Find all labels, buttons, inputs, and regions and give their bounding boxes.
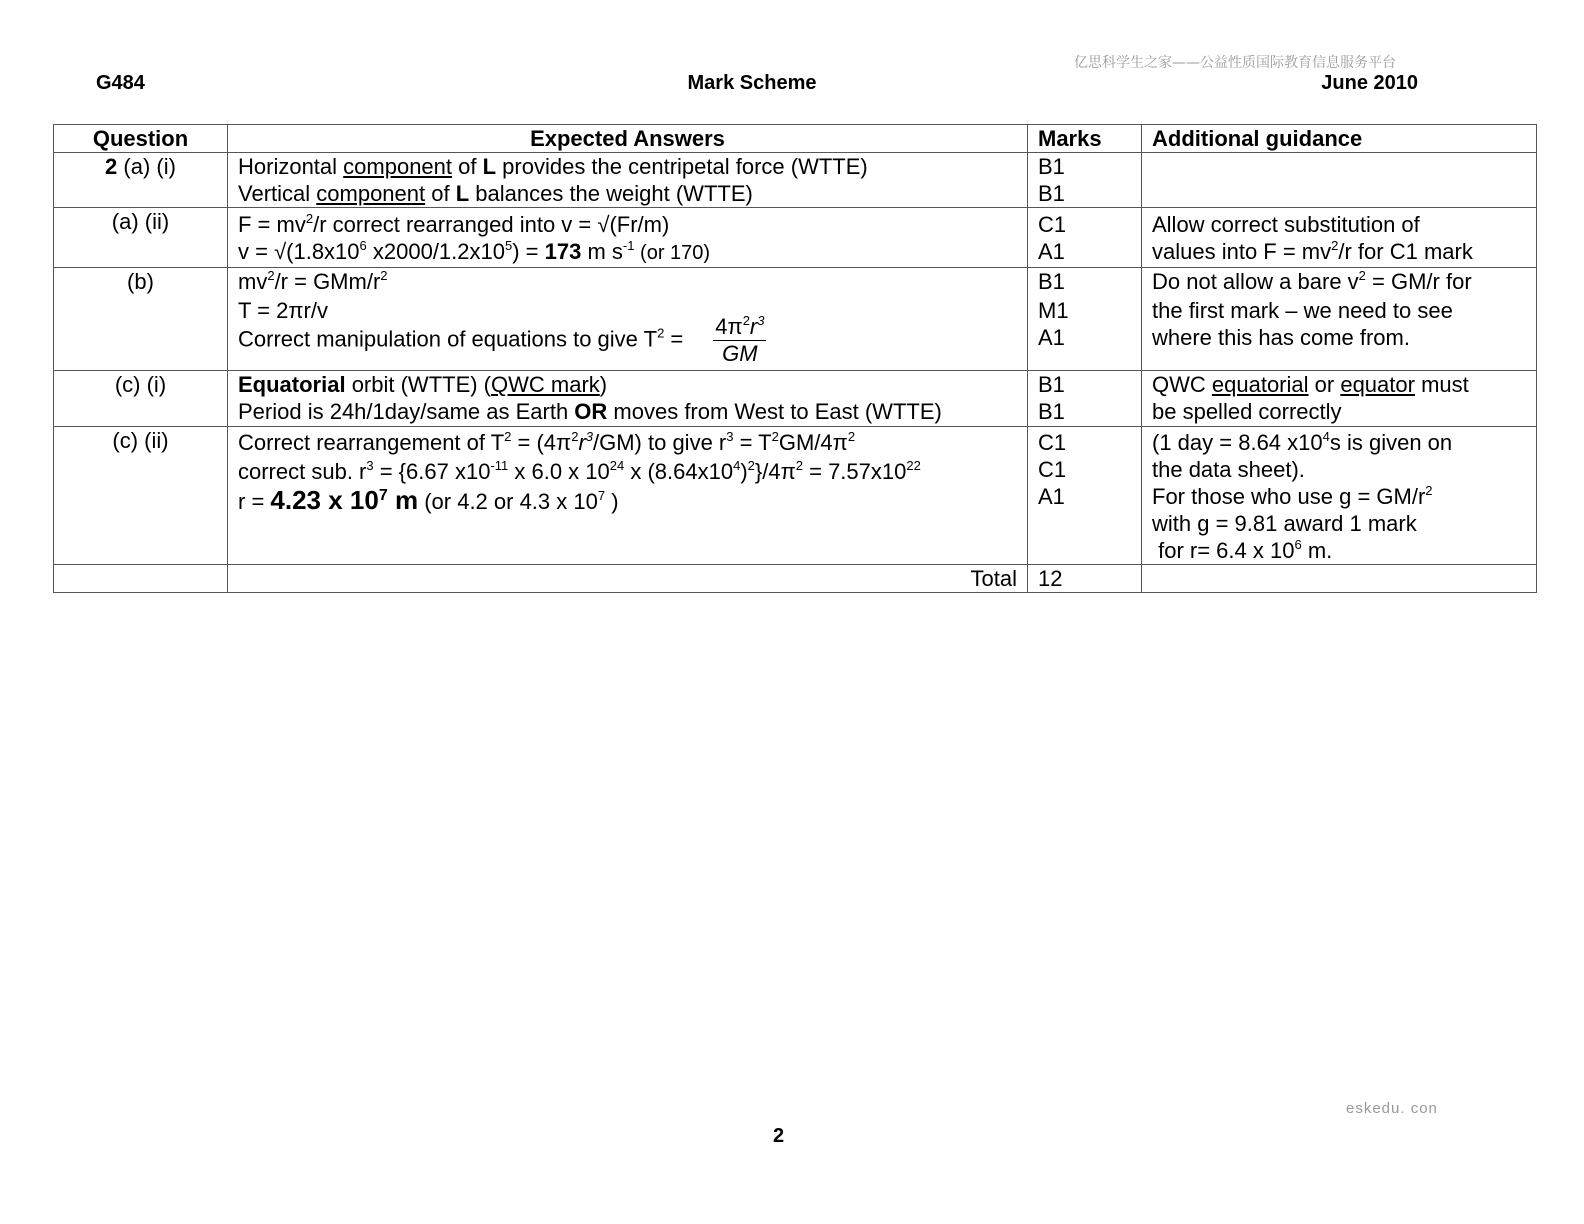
answer-cell: Correct rearrangement of $T^2 = (4\pi^2r^3/GM)$ to give $r^3 = T^2GM/4\pi^2$ correct sub. $r^3 = \{6.67$ $x10^{-11}$ x 6.0 x $10^{24}$ x $(8.64x10^4)^2\}/4\pi^2 = 7.57x10^{22}$ r = 4.23 x $10^7$ m (or 4.2 or 4.3 x $10^7$ ) — [228, 427, 1028, 565]
question-cell — [54, 565, 228, 593]
table-header-row — [54, 125, 1537, 153]
marks-cell: B1 B1 — [1028, 371, 1142, 427]
header-question: Question — [54, 125, 228, 153]
guidance-cell: QWC equatorial or equator must be spelled correctly — [1142, 371, 1537, 427]
total-row — [54, 565, 1537, 593]
table-row — [54, 153, 1537, 208]
paper-code: G484 — [96, 72, 145, 94]
guidance-cell: (1 day = 8.64 $x10^4s$ is given on the data sheet). For those who use $g = GM/r^2$ with g = 9.81 award 1 mark for r= 6.4 x $10^6$ m. — [1142, 427, 1537, 565]
answer-cell: $mv^2/r = GMm/r^2$ T = 2πr/v Correct manipulation of equations to give $T^2$ = $\frac{4\pi^2r^3}{GM}$ — [228, 268, 1028, 371]
question-cell: (c) (i) — [54, 371, 228, 427]
header-marks: Marks — [1028, 125, 1142, 153]
marks-cell: B1 B1 — [1028, 153, 1142, 208]
marks-cell: B1 M1 A1 — [1028, 268, 1142, 371]
question-cell: (b) — [54, 268, 228, 371]
watermark-top: 亿思科学生之家——公益性质国际教育信息服务平台 — [1074, 55, 1396, 71]
period-formula-fraction: $\frac{4\pi^2r^3}{GM}$ — [715, 313, 765, 366]
exam-session: June 2010 — [1321, 72, 1418, 94]
guidance-cell: Allow correct substitution of values into $F = mv^2/r$ for C1 mark — [1142, 208, 1537, 268]
guidance-cell — [1142, 565, 1537, 593]
watermark-bottom: eskedu. con — [1346, 1100, 1438, 1117]
question-cell: (a) (ii) — [54, 208, 228, 268]
marks-cell: C1 C1 A1 — [1028, 427, 1142, 565]
total-label: Total — [228, 565, 1028, 593]
guidance-cell — [1142, 153, 1537, 208]
marks-cell: C1 A1 — [1028, 208, 1142, 268]
table-row — [54, 371, 1537, 427]
answer-cell: Equatorial orbit (WTTE) (QWC mark) Period is 24h/1day/same as Earth OR moves from West to East (WTTE) — [228, 371, 1028, 427]
answer-cell: $F = mv^2/r$ correct rearranged into v = √(Fr/m) $v = √(1.8x10^6$ $x2000/1.2x10^5) = 173$ m $s^{-1}$ (or 170) — [228, 208, 1028, 268]
guidance-cell: Do not allow a bare $v^2 = GM/r$ for the first mark – we need to see where this has come from. — [1142, 268, 1537, 371]
total-value: 12 — [1028, 565, 1142, 593]
question-cell: 2 (a) (i) — [54, 153, 228, 208]
header-expected-answers: Expected Answers — [228, 125, 1028, 153]
table-row — [54, 427, 1537, 565]
mark-scheme-table — [53, 124, 1537, 593]
table-row — [54, 208, 1537, 268]
table-row — [54, 268, 1537, 371]
document-title: Mark Scheme — [687, 72, 817, 94]
header-guidance: Additional guidance — [1142, 125, 1537, 153]
question-cell: (c) (ii) — [54, 427, 228, 565]
page-number: 2 — [772, 1125, 785, 1147]
answer-cell: Horizontal component of L provides the centripetal force (WTTE) Vertical component of L balances the weight (WTTE) — [228, 153, 1028, 208]
